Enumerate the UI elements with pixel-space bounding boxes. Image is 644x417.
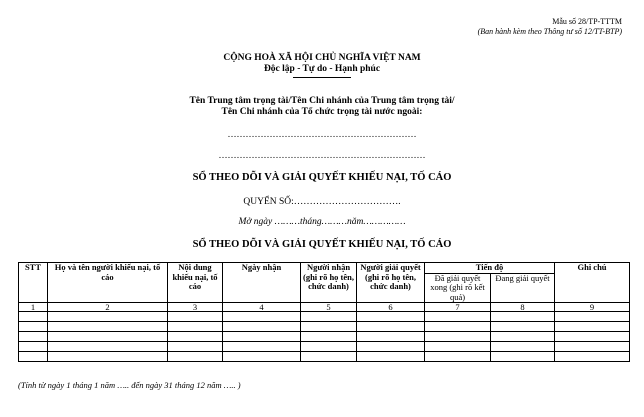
ledger-title: SỔ THEO DÕI VÀ GIẢI QUYẾT KHIẾU NẠI, TỐ CÁO	[192, 172, 452, 183]
table-row	[19, 312, 630, 322]
table-cell	[425, 332, 491, 342]
table-cell	[425, 352, 491, 362]
col-header-in-progress: Đang giải quyết	[491, 273, 555, 303]
table-cell	[491, 342, 555, 352]
table-title: SỔ THEO DÕI VÀ GIẢI QUYẾT KHIẾU NẠI, TỐ CÁO	[192, 239, 452, 250]
table-cell	[491, 322, 555, 332]
table-cell	[48, 332, 168, 342]
table-cell	[301, 342, 357, 352]
column-number: 2	[48, 303, 168, 312]
table-cell	[357, 332, 425, 342]
col-header-progress: Tiến độ	[425, 263, 555, 274]
table-row	[19, 322, 630, 332]
period-note: (Tính từ ngày 1 tháng 1 năm ….. đến ngày 31 tháng 12 năm ….. )	[18, 380, 241, 390]
table-cell	[555, 312, 630, 322]
table-cell	[491, 332, 555, 342]
form-header	[478, 17, 622, 37]
organization-fill-line1: ………………………………………………………	[227, 129, 417, 139]
table-cell	[48, 342, 168, 352]
col-header-stt: STT	[19, 263, 48, 303]
table-cell	[19, 322, 48, 332]
table-cell	[48, 352, 168, 362]
column-number: 8	[491, 303, 555, 312]
col-header-resolver: Người giải quyết (ghi rõ họ tên, chức danh)	[357, 263, 425, 303]
organization-fill-line2: ……………………………………………………………	[218, 150, 426, 160]
table-row	[19, 342, 630, 352]
column-number: 3	[168, 303, 223, 312]
table-cell	[425, 342, 491, 352]
col-header-receiver: Người nhận (ghi rõ họ tên, chức danh)	[301, 263, 357, 303]
table-cell	[48, 312, 168, 322]
column-number: 1	[19, 303, 48, 312]
table-cell	[19, 312, 48, 322]
nation-title: CỘNG HOÀ XÃ HỘI CHỦ NGHĨA VIỆT NAM	[223, 53, 421, 63]
blank-rows	[19, 312, 630, 362]
column-number: 7	[425, 303, 491, 312]
table-cell	[357, 352, 425, 362]
table-row	[19, 352, 630, 362]
col-header-notes: Ghi chú	[555, 263, 630, 303]
table-cell	[223, 312, 301, 322]
table-cell	[223, 352, 301, 362]
column-number: 5	[301, 303, 357, 312]
table-cell	[223, 342, 301, 352]
table-cell	[555, 332, 630, 342]
opened-date: Mở ngày ………tháng………năm……………	[238, 217, 406, 227]
table-cell	[301, 322, 357, 332]
table-cell	[223, 322, 301, 332]
organization-label-line1: Tên Trung tâm trọng tài/Tên Chi nhánh của Trung tâm trọng tài/	[189, 96, 455, 106]
table-cell	[357, 342, 425, 352]
table-cell	[357, 322, 425, 332]
motto-underline	[293, 77, 351, 78]
table-cell	[555, 322, 630, 332]
col-header-received: Ngày nhận	[223, 263, 301, 303]
table-cell	[19, 332, 48, 342]
column-number: 4	[223, 303, 301, 312]
table-cell	[168, 312, 223, 322]
column-number-row	[19, 303, 630, 312]
table-cell	[555, 352, 630, 362]
table-cell	[491, 312, 555, 322]
header-row	[19, 263, 630, 274]
issuance-note: (Ban hành kèm theo Thông tư số 12/TT-BTP)	[477, 27, 622, 36]
table-cell	[19, 342, 48, 352]
table-cell	[425, 322, 491, 332]
table-cell	[168, 332, 223, 342]
table-cell	[48, 322, 168, 332]
table-cell	[19, 352, 48, 362]
table-cell	[168, 322, 223, 332]
table-cell	[168, 352, 223, 362]
col-header-content: Nội dung khiếu nại, tố cáo	[168, 263, 223, 303]
column-number: 9	[555, 303, 630, 312]
book-number: QUYỂN SỐ:…………………………….	[243, 197, 401, 207]
table-cell	[555, 342, 630, 352]
column-number: 6	[357, 303, 425, 312]
table-cell	[491, 352, 555, 362]
table-cell	[301, 312, 357, 322]
table-cell	[301, 332, 357, 342]
table-row	[19, 332, 630, 342]
table-cell	[168, 342, 223, 352]
table-cell	[301, 352, 357, 362]
col-header-resolved: Đã giải quyết xong (ghi rõ kết quả)	[425, 273, 491, 303]
col-header-name: Họ và tên người khiếu nại, tố cáo	[48, 263, 168, 303]
organization-label-line2: Tên Chi nhánh của Tổ chức trọng tài nước ngoài:	[221, 107, 423, 117]
table-cell	[425, 312, 491, 322]
motto: Độc lập - Tự do - Hạnh phúc	[263, 64, 381, 74]
table-cell	[223, 332, 301, 342]
form-number: Mẫu số 28/TP-TTTM	[552, 17, 622, 26]
complaint-table	[18, 262, 630, 362]
table-cell	[357, 312, 425, 322]
